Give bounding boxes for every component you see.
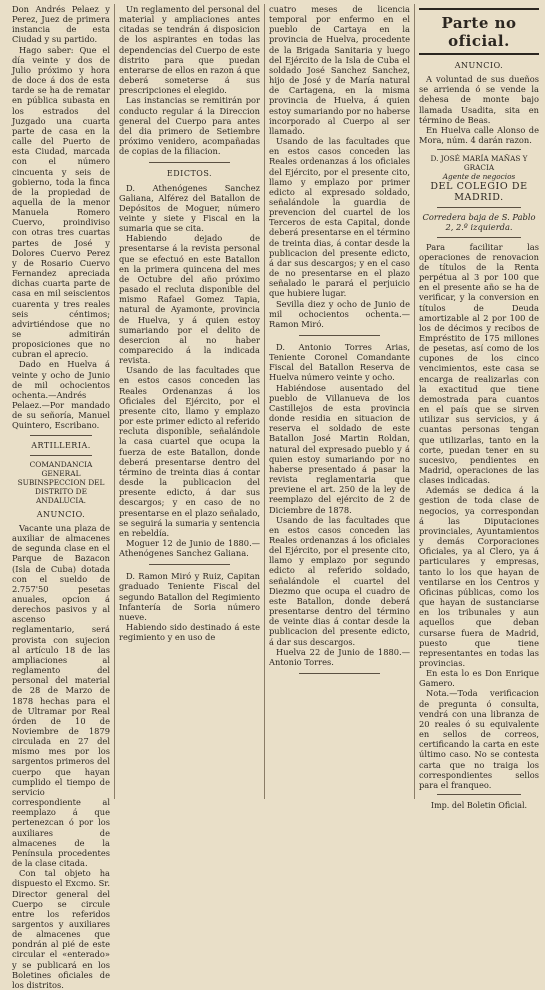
divider (30, 455, 92, 456)
agent-paragraph: Para facilitar las operaciones de renovacion de títulos de la Renta perpétua al 3 por 100 que en el presente año se ha de verificar, y la conversion en títulos de Deuda amortizable al 2 por 100 de los de décimos y recibos de Empréstito de 175 millones de pesetas, así como de los cupones de los cinco vencimientos, este casa se encarga de realizarlas con la exactitud que tiene demostrada para cuantos en el país que se sirven utilizar sus servicios, y á cuantas personas tengan que utilizarlas, tanto en la corte, puedan tener en su sucesivo, pendientes en Madrid, operaciones de las clases indicadas. (419, 241, 539, 486)
divider (149, 564, 230, 565)
divider (299, 335, 380, 336)
edict-paragraph: Hago saber: Que el día veinte y dos de Julio próximo y hora de doce á dos de esta tarde se ha de rematar en pública subasta en los estrados del Juzgado una cuarta parte de casa en la calle del Puerto de esta Ciudad, marcada con el número cincuenta y seis de gobierno, toda la finca de la propiedad de aquella de la menor Manuela Romero Cuervo, proindiviso con otras tres cuartas partes de José y Dolores Cuervo Perez y de Rosario Cuervo Fernandez apreciada dichas cuarta parte de casa en mil seiscientos cuarenta y tres reales seis céntimos; advirtiéndose que no se admitirán proposiciones que no cubran el aprecio. (12, 44, 110, 360)
edict-paragraph: Don Andrés Pelaez y Perez, Juez de primera instancia de esta Ciudad y su partido. (12, 4, 110, 45)
edict-signature: Sevilla diez y ocho de Junio de mil ochocientos ochenta.—Ramon Miró. (269, 298, 410, 329)
agent-college: DEL COLEGIO DE MADRID. (430, 181, 528, 204)
edict-paragraph: Habiendo dejado de presentarse á la revista personal que se efectuó en este Batallon en la primera quincena del mes de Octubre del año próximo pasado el recluta disponible del mismo Rafael Gomez Tapia, natural de Ayamonte, provincia de Huelva, y á quien estoy sumariando por el delito de desercion al no haber comparecido á la indicada revista. (119, 233, 260, 366)
anuncio-paragraph: A voluntad de sus dueños se arrienda ó se vende la dehesa de monte bajo llamada Usadita, sita en término de Beas. (419, 74, 539, 125)
imprint: Imp. del Boletin Oficial. (430, 801, 528, 810)
section-heading-anuncio: ANUNCIO. (36, 509, 86, 519)
agent-name: D. JOSÉ MARÍA MAÑAS Y GRACIA (430, 154, 528, 173)
edict-signature: Moguer 12 de Junio de 1880.—Athenógenes Sanchez Galiana. (119, 537, 260, 559)
column-1 (8, 4, 114, 990)
divider (299, 673, 380, 674)
agent-paragraph: Además se dedica á la gestion de toda clase de negocios, ya correspondan á las Diputaciones provinciales, Ayuntamientos y demás Corporaciones Oficiales, ya al Clero, ya á particulares y empresas, tanto lo los que hayan de ventilarse en los Centros y Oficinas públicas, como los que hayan de sustanciarse en los tribunales y aun aquellos que deban cursarse fuera de Madrid, puesto que tiene representantes en todas las provincias. (419, 485, 539, 668)
divider (149, 162, 230, 163)
anuncio-paragraph: Con tal objeto ha dispuesto el Excmo. Sr. Director general del Cuerpo se circule entre los referidos sargentos y auxiliares de almacenes que pondrán al pié de este circular el «enterado» y se publicará en los Boletines oficiales de los distritos. (12, 868, 110, 990)
columns (8, 4, 543, 990)
divider (437, 149, 521, 150)
divider (437, 207, 521, 208)
edict-paragraph: D. Athenógenes Sanchez Galiana, Alférez del Batallon de Depósitos de Moguer, número veinte y siete y Fiscal en la sumaria que se cita. (119, 182, 260, 234)
divider (437, 237, 521, 238)
intro-paragraph: Las instancias se remitirán por conducto regular á la Direccion general del Cuerpo para antes del dia primero de Setiembre próximo venidero, acompañadas de copias de la filiacion. (119, 95, 260, 157)
edict-paragraph: cuatro meses de licencia temporal por enfermo en el pueblo de Cartaya en la provincia de Huelva, procedente de la Brigada Sanitaria y luego del Ejército de la Isla de Cuba el soldado José Sanchez Sanchez, hijo de José y de María natural de Cartagena, en la misma provincia de Huelva, á quien estoy sumariando por no haberse incorporado al Cuerpo al ser llamado. (269, 4, 410, 136)
edict-paragraph: Habiéndose ausentado del pueblo de Villanueva de los Castillejos de esta provincia donde residia en situacion de reserva el soldado de este Batallon José Martin Roldan, natural del expresado pueblo y á quien estoy sumariando por no haberse presentado á pasar la revista reglamentaria que previene el art. 250 de la ley de reemplazo del ejército de 2 de Diciembre de 1878. (269, 382, 410, 515)
column-2 (114, 4, 264, 799)
agent-title: Agente de negocios (442, 172, 516, 182)
intro-paragraph: Un reglamento del personal del material y ampliaciones antes citadas se tendrán á disposicion de los aspirantes en todas las dependencias del Cuerpo de este distrito para que puedan enterarse de ellos en razon á que deberá someterse á sus prescripciones el elegido. (119, 4, 260, 96)
section-heading-edictos: EDICTOS. (166, 169, 213, 179)
comandancia-header: COMANDANCIA GENERAL SUBINSPECCION DEL DISTRITO DE ANDALUCIA. (17, 459, 105, 505)
agent-paragraph: En esta lo es Don Enrique Gamero. (419, 668, 539, 689)
edict-paragraph: Usando de las facultades que en estos casos conceden las Reales ordenanzas á los oficiales del Ejército, por el presente cito, llamo y emplazo por primer edicto al expresado soldado, señalándole la guardia de prevencion del cuartel de los Terceros de esta Capital, donde deberá presentarse en el término de treinta dias, á contar desde la publicacion del presente edicto, á dar sus descargos; y en el caso de no presentarse en el plazo señalado le parará el perjuicio que hubiere lugar. (269, 136, 410, 299)
anuncio-paragraph: Vacante una plaza de auxiliar de almacenes de segunda clase en el Parque de Bazacon (Isla de Cuba) dotada con el sueldo de 2.757'50 pesetas anuales, opcion á derechos pasivos y al ascenso reglamentario, será provista con sujecion al artículo 18 de las ampliaciones al reglamento del personal del material de 28 de Marzo de 1878 hechas para el de Ultramar por Real órden de 10 de Noviembre de 1879 circulada en 27 del mismo mes por los sargentos primeros del cuerpo que hayan cumplido el tiempo de servicio correspondiente al reemplazo á que pertenezcan ó por los auxiliares de almacenes de la Península procedentes de la clase citada. (12, 522, 110, 869)
edict-paragraph: Dado en Huelva á veinte y ocho de Junio de mil ochocientos ochenta.—Andrés Pelaez.—Por mandado de su señoría, Manuel Quintero, Escribano. (12, 359, 110, 431)
agent-address: Corredera baja de S. Pablo 2, 2.º izquierda. (422, 212, 536, 233)
anuncio-paragraph: En Huelva calle Alonso de Mora, núm. 4 darán razon. (419, 124, 539, 146)
divider (30, 435, 92, 436)
column-3 (264, 4, 414, 799)
edict-paragraph: Habiendo sido destinado á este regimiento y en uso de (119, 622, 260, 643)
edict-paragraph: D. Antonio Torres Arias, Teniente Coronel Comandante Fiscal del Batallon Reserva de Huelva número veinte y ocho. (269, 342, 410, 383)
edict-signature: Huelva 22 de Junio de 1880.—Antonio Torres. (269, 646, 410, 667)
edict-paragraph: Usando de las facultades que en estos casos conceden las Reales Ordenanzas á los Oficiales del Ejército, por el presente cito, llamo y emplazo por este primer edicto al referido recluta disponible, señalándole la casa cuartel que ocupa la fuerza de este Batallon, donde deberá presentarse dentro del término de treinta dias á contar desde la publicacion del presente edicto, á dar sus descargos; y en caso de no presentarse en el plazo señalado, se seguirá la sumaria y sentencia en rebeldía. (119, 365, 260, 538)
column-4 (414, 4, 543, 810)
edict-paragraph: D. Ramon Miró y Ruiz, Capitan graduado Teniente Fiscal del segundo Batallon del Regimiento Infantería de Soria número nueve. (119, 571, 260, 622)
divider (437, 794, 521, 795)
edict-paragraph: Usando de las facultades que en estos casos conceden las Reales ordenanzas á los oficiales del Ejército, por el presente cito, llamo y emplazo por segundo edicto al referido soldado, señalándole el cuartel del Diezmo que ocupa el cuadro de este Batallon, donde deberá presentarse dentro del término de veinte dias á contar desde la publicacion del presente edicto, á dar sus descargos. (269, 514, 410, 647)
section-title-parte-no-oficial: Parte no oficial. (419, 8, 539, 55)
section-heading-artilleria: ARTILLERIA. (31, 440, 91, 450)
section-heading-anuncio: ANUNCIO. (454, 61, 504, 70)
agent-paragraph: Nota.—Toda verificacion de pregunta ó consulta, vendrá con una libranza de 20 reales ó su equivalente en sellos de correos, certificando la carta en este último caso. No se contesta carta que no traiga los correspondientes sellos para el franqueo. (419, 688, 539, 790)
